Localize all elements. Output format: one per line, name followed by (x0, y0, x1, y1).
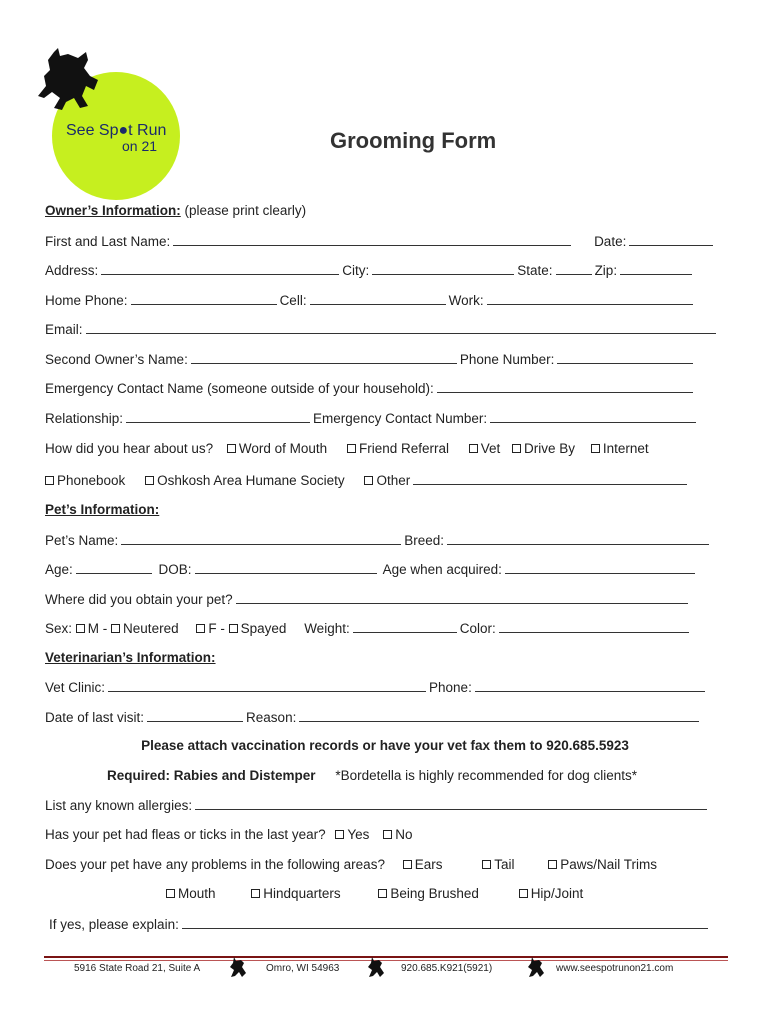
emergency-name-field[interactable] (437, 380, 693, 393)
obtain-row (45, 591, 691, 608)
area-ears[interactable]: Ears (403, 857, 443, 872)
checkbox[interactable] (166, 889, 175, 898)
zip-label: Zip: (594, 263, 618, 278)
vet-clinic-label: Vet Clinic: (45, 680, 106, 695)
allergies-field[interactable] (195, 797, 707, 810)
fleas-label: Has your pet had fleas or ticks in the last year? (45, 827, 326, 842)
explain-field[interactable] (182, 916, 708, 929)
color-field[interactable] (499, 620, 689, 633)
last-visit-label: Date of last visit: (45, 710, 145, 725)
spayed-option[interactable]: Spayed (229, 621, 287, 636)
emergency-name-row (45, 380, 696, 397)
address-field[interactable] (101, 262, 339, 275)
relationship-row (45, 410, 699, 427)
dog-silhouette-icon (34, 46, 106, 112)
dob-field[interactable] (195, 561, 377, 574)
checkbox[interactable] (469, 444, 478, 453)
name-row (45, 233, 716, 250)
checkbox[interactable] (519, 889, 528, 898)
state-field[interactable] (556, 262, 592, 275)
fleas-no-option[interactable]: No (383, 827, 412, 842)
problems-row-2 (166, 886, 583, 902)
area-mouth[interactable]: Mouth (166, 886, 216, 901)
area-paws[interactable]: Paws/Nail Trims (548, 857, 657, 872)
vet-heading: Veterinarian’s Information: (45, 650, 216, 665)
emergency-number-field[interactable] (490, 410, 696, 423)
attach-note: Please attach vaccination records or have your vet fax them to 920.685.5923 (141, 738, 629, 753)
obtain-field[interactable] (236, 591, 688, 604)
home-phone-label: Home Phone: (45, 293, 128, 308)
cell-field[interactable] (310, 292, 446, 305)
city-label: City: (342, 263, 370, 278)
age-acquired-label: Age when acquired: (382, 562, 502, 577)
vet-phone-field[interactable] (475, 679, 705, 692)
hear-label: How did you hear about us? (45, 441, 214, 456)
age-field[interactable] (76, 561, 152, 574)
emergency-name-label: Emergency Contact Name (someone outside of your household): (45, 381, 434, 396)
pet-name-label: Pet’s Name: (45, 533, 119, 548)
hear-option-word-of-mouth[interactable]: Word of Mouth (227, 441, 327, 456)
logo-text: See Sp●t Run (66, 122, 167, 139)
sex-f-option[interactable]: F - (196, 621, 225, 636)
neutered-option[interactable]: Neutered (111, 621, 179, 636)
age-row (45, 561, 698, 578)
age-label: Age: (45, 562, 73, 577)
dog-silhouette-icon (526, 955, 546, 979)
work-label: Work: (448, 293, 484, 308)
owner-note: (please print clearly) (184, 203, 307, 218)
area-being-brushed[interactable]: Being Brushed (378, 886, 479, 901)
checkbox[interactable] (548, 860, 557, 869)
checkbox[interactable] (45, 476, 54, 485)
address-row (45, 262, 695, 279)
vet-phone-label: Phone: (429, 680, 472, 695)
footer-address: 5916 State Road 21, Suite A (74, 963, 201, 974)
relationship-field[interactable] (126, 410, 310, 423)
sex-label: Sex: (45, 621, 73, 636)
name-label: First and Last Name: (45, 234, 171, 249)
last-visit-field[interactable] (147, 709, 243, 722)
city-field[interactable] (372, 262, 514, 275)
cell-label: Cell: (279, 293, 307, 308)
checkbox[interactable] (227, 444, 236, 453)
required-row (107, 768, 637, 784)
vet-clinic-row (45, 679, 708, 696)
checkbox[interactable] (251, 889, 260, 898)
dog-silhouette-icon (366, 955, 386, 979)
hear-option-friend-referral[interactable]: Friend Referral (347, 441, 449, 456)
area-hip-joint[interactable]: Hip/Joint (519, 886, 584, 901)
emergency-number-label: Emergency Contact Number: (313, 411, 488, 426)
sex-row (45, 620, 692, 637)
email-row (45, 321, 719, 338)
second-owner-field[interactable] (191, 351, 457, 364)
problems-label: Does your pet have any problems in the following areas? (45, 857, 385, 872)
last-visit-row (45, 709, 702, 726)
checkbox[interactable] (335, 830, 344, 839)
checkbox[interactable] (378, 889, 387, 898)
weight-field[interactable] (353, 620, 457, 633)
area-tail[interactable]: Tail (482, 857, 514, 872)
checkbox[interactable] (482, 860, 491, 869)
weight-label: Weight: (304, 621, 350, 636)
hear-option-internet[interactable]: Internet (591, 441, 649, 456)
email-field[interactable] (86, 321, 716, 334)
allergies-row (45, 797, 710, 814)
area-hindquarters[interactable]: Hindquarters (251, 886, 340, 901)
home-phone-field[interactable] (131, 292, 277, 305)
bordetella-note: *Bordetella is highly recommended for dog clients* (335, 768, 637, 783)
breed-label: Breed: (404, 533, 445, 548)
checkbox[interactable] (76, 624, 85, 633)
relationship-label: Relationship: (45, 411, 124, 426)
fleas-yes-option[interactable]: Yes (335, 827, 369, 842)
work-field[interactable] (487, 292, 693, 305)
hear-option-phonebook[interactable]: Phonebook (45, 473, 125, 488)
footer-website[interactable]: www.seespotrunon21.com (556, 963, 674, 974)
checkbox[interactable] (364, 476, 373, 485)
checkbox[interactable] (196, 624, 205, 633)
allergies-label: List any known allergies: (45, 798, 193, 813)
explain-row (49, 916, 711, 933)
address-label: Address: (45, 263, 99, 278)
checkbox[interactable] (383, 830, 392, 839)
second-owner-label: Second Owner’s Name: (45, 352, 188, 367)
age-acquired-field[interactable] (505, 561, 695, 574)
checkbox[interactable] (591, 444, 600, 453)
vet-heading-row (45, 650, 216, 666)
email-label: Email: (45, 322, 83, 337)
hear-option-humane-society[interactable]: Oshkosh Area Humane Society (145, 473, 345, 488)
checkbox[interactable] (145, 476, 154, 485)
obtain-label: Where did you obtain your pet? (45, 592, 233, 607)
fleas-row (45, 827, 412, 843)
footer-divider (44, 956, 728, 958)
phone-number-label: Phone Number: (459, 352, 555, 367)
dob-label: DOB: (158, 562, 192, 577)
hear-option-other[interactable]: Other (364, 473, 410, 488)
owner-heading-row (45, 203, 306, 219)
zip-field[interactable] (620, 262, 692, 275)
breed-field[interactable] (447, 532, 709, 545)
pet-name-field[interactable] (121, 532, 401, 545)
footer-divider-thin (44, 960, 728, 961)
explain-label: If yes, please explain: (49, 917, 179, 932)
page-title: Grooming Form (330, 128, 497, 153)
logo-text-sub: on 21 (122, 138, 158, 154)
hear-option-drive-by[interactable]: Drive By (512, 441, 575, 456)
date-label: Date: (594, 234, 627, 249)
required-note: Required: Rabies and Distemper (107, 768, 316, 783)
checkbox[interactable] (347, 444, 356, 453)
date-field[interactable] (629, 233, 713, 246)
name-field[interactable] (173, 233, 571, 246)
checkbox[interactable] (403, 860, 412, 869)
checkbox[interactable] (111, 624, 120, 633)
color-label: Color: (459, 621, 496, 636)
other-field[interactable] (413, 472, 687, 485)
owner-heading: Owner’s Information: (45, 203, 181, 218)
pet-heading: Pet’s Information: (45, 502, 160, 517)
sex-m-option[interactable]: M - (76, 621, 108, 636)
checkbox[interactable] (512, 444, 521, 453)
reason-label: Reason: (246, 710, 297, 725)
phones-row (45, 292, 696, 309)
pet-heading-row (45, 502, 159, 518)
phone-number-field[interactable] (557, 351, 693, 364)
vet-clinic-field[interactable] (108, 679, 426, 692)
dog-silhouette-icon (228, 955, 248, 979)
checkbox[interactable] (229, 624, 238, 633)
pet-name-row (45, 532, 712, 549)
footer-city: Omro, WI 54963 (266, 963, 340, 974)
hear-row (45, 441, 665, 457)
hear-option-vet[interactable]: Vet (469, 441, 501, 456)
state-label: State: (517, 263, 553, 278)
footer-phone: 920.685.K921(5921) (401, 963, 493, 974)
second-owner-row (45, 351, 696, 368)
reason-field[interactable] (299, 709, 699, 722)
hear-row-2 (45, 472, 690, 489)
problems-row (45, 857, 657, 873)
